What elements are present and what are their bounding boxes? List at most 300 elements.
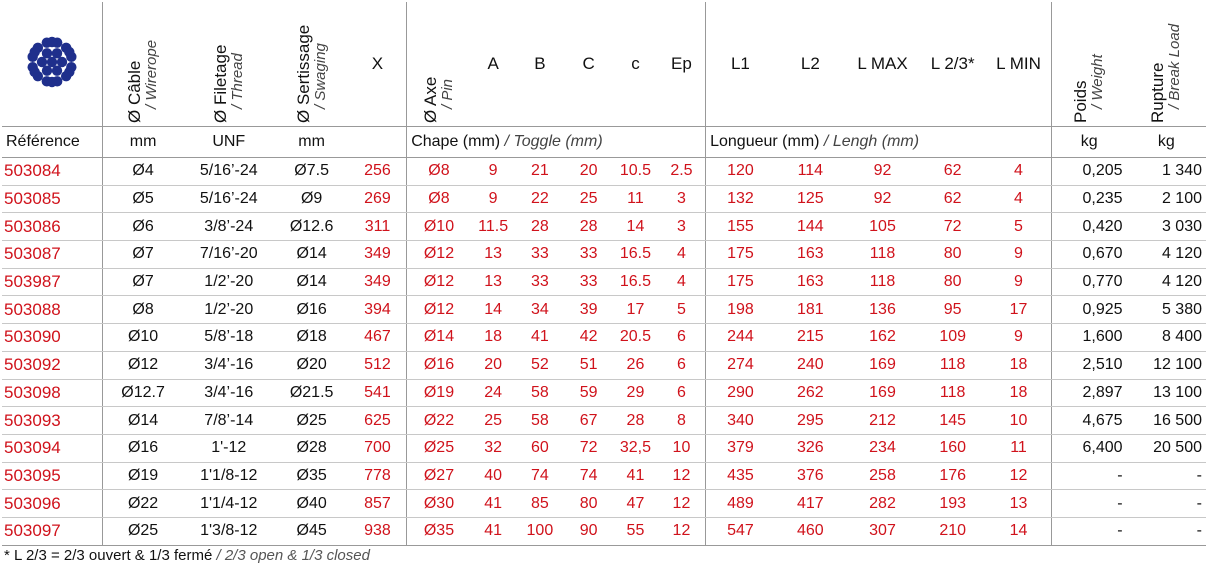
cell-l2: 125 (775, 185, 846, 213)
col-weight: Poids / Weight (1051, 2, 1126, 127)
cell-lmin: 11 (986, 434, 1051, 462)
cell-break-load: 3 030 (1127, 213, 1206, 241)
cell-b: 33 (515, 268, 564, 296)
cell-lmax: 118 (846, 241, 919, 269)
cell-cable: Ø7 (103, 241, 183, 269)
cell-l1: 290 (706, 379, 775, 407)
cell-weight: - (1051, 490, 1126, 518)
cell-weight: 2,510 (1051, 351, 1126, 379)
col-l23: L 2/3* (930, 54, 975, 73)
cell-lmin: 12 (986, 462, 1051, 490)
cell-lmin: 17 (986, 296, 1051, 324)
cell-swage: Ø9 (275, 185, 349, 213)
cell-ep: 3 (658, 185, 706, 213)
cell-break-load: - (1127, 517, 1206, 545)
cell-lmin: 14 (986, 517, 1051, 545)
cell-a: 13 (471, 268, 516, 296)
cell-lmax: 105 (846, 213, 919, 241)
cell-swage: Ø35 (275, 462, 349, 490)
cell-thread: 1'1/8-12 (183, 462, 275, 490)
cell-ep: 4 (658, 241, 706, 269)
cell-x: 349 (349, 268, 407, 296)
cell-ep: 6 (658, 379, 706, 407)
cell-weight: 0,420 (1051, 213, 1126, 241)
cell-lmin: 9 (986, 324, 1051, 352)
table-row (2, 490, 1206, 518)
cell-reference: 503987 (2, 268, 103, 296)
cell-weight: 2,897 (1051, 379, 1126, 407)
cell-c-lower: 10.5 (613, 158, 658, 186)
table-row (2, 268, 1206, 296)
cell-l1: 435 (706, 462, 775, 490)
weight-unit: kg (1051, 127, 1126, 158)
cell-break-load: 8 400 (1127, 324, 1206, 352)
col-x: X (371, 54, 384, 73)
cell-c-upper: 51 (564, 351, 613, 379)
cell-reference: 503096 (2, 490, 103, 518)
cell-l23: 62 (919, 185, 986, 213)
cell-lmax: 169 (846, 351, 919, 379)
cell-lmax: 307 (846, 517, 919, 545)
cell-weight: 0,770 (1051, 268, 1126, 296)
col-c-lower: c (631, 54, 640, 73)
spec-table (2, 2, 1206, 546)
cell-a: 13 (471, 241, 516, 269)
table-row (2, 158, 1206, 186)
cell-b: 58 (515, 407, 564, 435)
cell-swage: Ø18 (275, 324, 349, 352)
cell-lmin: 18 (986, 379, 1051, 407)
cell-ep: 5 (658, 296, 706, 324)
cell-ep: 3 (658, 213, 706, 241)
cell-l2: 163 (775, 268, 846, 296)
cell-c-upper: 39 (564, 296, 613, 324)
strand-dot (64, 46, 74, 56)
strand-dot (52, 48, 62, 58)
cell-reference: 503086 (2, 213, 103, 241)
cell-thread: 7/8’-14 (183, 407, 275, 435)
cell-l2: 163 (775, 241, 846, 269)
cell-break-load: 20 500 (1127, 434, 1206, 462)
cell-x: 311 (349, 213, 407, 241)
cell-l23: 80 (919, 241, 986, 269)
strand-dot (47, 56, 57, 66)
cell-l23: 145 (919, 407, 986, 435)
cell-swage: Ø20 (275, 351, 349, 379)
cell-a: 18 (471, 324, 516, 352)
cell-b: 34 (515, 296, 564, 324)
cell-reference: 503090 (2, 324, 103, 352)
cell-reference: 503084 (2, 158, 103, 186)
cell-l1: 198 (706, 296, 775, 324)
cell-c-lower: 20.5 (613, 324, 658, 352)
cell-reference: 503098 (2, 379, 103, 407)
cell-ep: 8 (658, 407, 706, 435)
cell-weight: - (1051, 462, 1126, 490)
col-l1: L1 (706, 2, 775, 127)
cell-weight: 0,205 (1051, 158, 1126, 186)
cell-lmin: 18 (986, 351, 1051, 379)
cell-reference: 503093 (2, 407, 103, 435)
cell-l1: 340 (706, 407, 775, 435)
cell-l1: 379 (706, 434, 775, 462)
cell-break-load: 4 120 (1127, 268, 1206, 296)
cell-weight: 0,235 (1051, 185, 1126, 213)
cell-cable: Ø19 (103, 462, 183, 490)
cell-cable: Ø22 (103, 490, 183, 518)
cell-break-load: 12 100 (1127, 351, 1206, 379)
cell-b: 85 (515, 490, 564, 518)
col-swage: Ø Sertissage / Swaging (293, 24, 329, 123)
cell-x: 467 (349, 324, 407, 352)
cell-cable: Ø5 (103, 185, 183, 213)
cell-thread: 7/16’-20 (183, 241, 275, 269)
cell-pin: Ø35 (407, 517, 471, 545)
col-ep: Ep (671, 54, 692, 73)
cell-c-upper: 28 (564, 213, 613, 241)
cell-x: 938 (349, 517, 407, 545)
cell-lmax: 92 (846, 158, 919, 186)
cell-pin: Ø12 (407, 296, 471, 324)
cell-c-lower: 14 (613, 213, 658, 241)
cell-a: 9 (471, 158, 516, 186)
strand-dot (47, 76, 57, 86)
table-row (2, 213, 1206, 241)
cell-x: 269 (349, 185, 407, 213)
table-row (2, 351, 1206, 379)
cell-ep: 12 (658, 490, 706, 518)
cell-weight: 0,925 (1051, 296, 1126, 324)
cell-c-upper: 25 (564, 185, 613, 213)
cell-c-lower: 47 (613, 490, 658, 518)
cell-lmax: 258 (846, 462, 919, 490)
cell-a: 40 (471, 462, 516, 490)
cell-b: 58 (515, 379, 564, 407)
cell-weight: 4,675 (1051, 407, 1126, 435)
cell-pin: Ø22 (407, 407, 471, 435)
cell-cable: Ø4 (103, 158, 183, 186)
col-thread: Ø Filetage / Thread (210, 44, 246, 123)
cell-a: 32 (471, 434, 516, 462)
cell-weight: 0,670 (1051, 241, 1126, 269)
units-row (2, 127, 1206, 158)
cell-a: 11.5 (471, 213, 516, 241)
cell-swage: Ø28 (275, 434, 349, 462)
strand-dot (57, 56, 67, 66)
strand-dot (37, 56, 47, 66)
table-row (2, 296, 1206, 324)
toggle-group-label (407, 127, 706, 158)
cell-ep: 12 (658, 517, 706, 545)
strand-dot (52, 65, 62, 75)
cell-pin: Ø25 (407, 434, 471, 462)
table-row (2, 517, 1206, 545)
cell-c-upper: 90 (564, 517, 613, 545)
col-c-upper: C (582, 54, 595, 73)
table-row (2, 434, 1206, 462)
cell-a: 41 (471, 517, 516, 545)
cell-thread: 3/4’-16 (183, 351, 275, 379)
cell-c-upper: 74 (564, 462, 613, 490)
cell-weight: 1,600 (1051, 324, 1126, 352)
cell-cable: Ø16 (103, 434, 183, 462)
cell-l2: 295 (775, 407, 846, 435)
cell-l2: 114 (775, 158, 846, 186)
cell-a: 41 (471, 490, 516, 518)
cell-l23: 95 (919, 296, 986, 324)
table-body (2, 158, 1206, 546)
cell-pin: Ø19 (407, 379, 471, 407)
cell-a: 20 (471, 351, 516, 379)
cell-break-load: 1 340 (1127, 158, 1206, 186)
cell-break-load: - (1127, 462, 1206, 490)
strand-dot (47, 36, 57, 46)
cell-c-upper: 80 (564, 490, 613, 518)
cable-unit: mm (103, 127, 183, 158)
cell-swage: Ø7.5 (275, 158, 349, 186)
cell-lmin: 9 (986, 241, 1051, 269)
cell-b: 60 (515, 434, 564, 462)
cell-b: 52 (515, 351, 564, 379)
table-row (2, 462, 1206, 490)
cell-l1: 547 (706, 517, 775, 545)
cell-lmax: 234 (846, 434, 919, 462)
cell-pin: Ø16 (407, 351, 471, 379)
cell-l23: 109 (919, 324, 986, 352)
cell-b: 41 (515, 324, 564, 352)
cell-reference: 503097 (2, 517, 103, 545)
cell-l1: 120 (706, 158, 775, 186)
cell-lmax: 282 (846, 490, 919, 518)
cell-pin: Ø10 (407, 213, 471, 241)
table-row (2, 379, 1206, 407)
cell-thread: 1/2’-20 (183, 296, 275, 324)
cell-b: 21 (515, 158, 564, 186)
col-a: A (487, 54, 499, 73)
cell-weight: - (1051, 517, 1126, 545)
cell-cable: Ø12 (103, 351, 183, 379)
cell-ep: 2.5 (658, 158, 706, 186)
cell-reference: 503092 (2, 351, 103, 379)
cell-x: 625 (349, 407, 407, 435)
cell-reference: 503085 (2, 185, 103, 213)
cell-cable: Ø25 (103, 517, 183, 545)
cell-cable: Ø10 (103, 324, 183, 352)
cell-l1: 132 (706, 185, 775, 213)
toggle-label-fr: Chape (mm) (411, 133, 501, 150)
cell-c-lower: 28 (613, 407, 658, 435)
cell-c-lower: 29 (613, 379, 658, 407)
thread-unit: UNF (183, 127, 275, 158)
footnote (4, 547, 370, 564)
cell-weight: 6,400 (1051, 434, 1126, 462)
col-break-load: Rupture / Break Load (1148, 23, 1184, 123)
table-row (2, 407, 1206, 435)
cell-l23: 80 (919, 268, 986, 296)
cell-l23: 176 (919, 462, 986, 490)
cell-x: 394 (349, 296, 407, 324)
cell-swage: Ø16 (275, 296, 349, 324)
cell-thread: 3/4’-16 (183, 379, 275, 407)
cell-thread: 5/16’-24 (183, 185, 275, 213)
cell-break-load: 5 380 (1127, 296, 1206, 324)
cell-l23: 210 (919, 517, 986, 545)
table-row (2, 185, 1206, 213)
strand-dot (42, 48, 52, 58)
cell-l2: 326 (775, 434, 846, 462)
col-lmin: L MIN (996, 54, 1041, 73)
cell-c-upper: 59 (564, 379, 613, 407)
cell-swage: Ø14 (275, 268, 349, 296)
cell-c-upper: 72 (564, 434, 613, 462)
cell-pin: Ø12 (407, 268, 471, 296)
cell-l23: 160 (919, 434, 986, 462)
cell-l23: 118 (919, 351, 986, 379)
cell-ep: 10 (658, 434, 706, 462)
cell-c-upper: 42 (564, 324, 613, 352)
strand-dot (42, 65, 52, 75)
cell-swage: Ø45 (275, 517, 349, 545)
cell-l1: 175 (706, 241, 775, 269)
break-unit: kg (1127, 127, 1206, 158)
strand-dot (64, 66, 74, 76)
cell-x: 349 (349, 241, 407, 269)
cell-a: 9 (471, 185, 516, 213)
cell-ep: 12 (658, 462, 706, 490)
cell-ep: 6 (658, 324, 706, 352)
cell-reference: 503087 (2, 241, 103, 269)
x-unit (349, 127, 407, 158)
cell-pin: Ø8 (407, 158, 471, 186)
cell-pin: Ø27 (407, 462, 471, 490)
cell-b: 33 (515, 241, 564, 269)
cell-a: 24 (471, 379, 516, 407)
table-row (2, 324, 1206, 352)
cell-ep: 4 (658, 268, 706, 296)
cell-break-load: 16 500 (1127, 407, 1206, 435)
cell-l23: 62 (919, 158, 986, 186)
swage-unit: mm (275, 127, 349, 158)
cell-l2: 417 (775, 490, 846, 518)
cell-lmin: 10 (986, 407, 1051, 435)
cell-x: 541 (349, 379, 407, 407)
cell-thread: 1'-12 (183, 434, 275, 462)
cell-cable: Ø6 (103, 213, 183, 241)
cell-thread: 1'3/8-12 (183, 517, 275, 545)
cell-c-upper: 20 (564, 158, 613, 186)
strand-dot (30, 46, 40, 56)
cell-pin: Ø14 (407, 324, 471, 352)
cell-c-lower: 41 (613, 462, 658, 490)
cell-b: 28 (515, 213, 564, 241)
footnote-en: / 2/3 open & 1/3 closed (216, 547, 370, 564)
cell-lmax: 162 (846, 324, 919, 352)
wire-rope-logo (2, 2, 103, 127)
cell-l2: 376 (775, 462, 846, 490)
cell-lmin: 4 (986, 158, 1051, 186)
cell-pin: Ø12 (407, 241, 471, 269)
cell-c-upper: 67 (564, 407, 613, 435)
strand-dot (30, 66, 40, 76)
cell-ep: 6 (658, 351, 706, 379)
cell-b: 22 (515, 185, 564, 213)
cell-break-load: 4 120 (1127, 241, 1206, 269)
cell-c-lower: 17 (613, 296, 658, 324)
cell-swage: Ø40 (275, 490, 349, 518)
cell-l1: 155 (706, 213, 775, 241)
cell-l2: 144 (775, 213, 846, 241)
wire-rope-icon (17, 27, 87, 97)
cell-thread: 3/8’-24 (183, 213, 275, 241)
cell-reference: 503095 (2, 462, 103, 490)
cell-reference: 503088 (2, 296, 103, 324)
cell-x: 778 (349, 462, 407, 490)
reference-label: Référence (2, 127, 103, 158)
cell-b: 74 (515, 462, 564, 490)
cell-l2: 240 (775, 351, 846, 379)
cell-lmin: 4 (986, 185, 1051, 213)
cell-pin: Ø30 (407, 490, 471, 518)
cell-x: 256 (349, 158, 407, 186)
table-row (2, 241, 1206, 269)
cell-swage: Ø14 (275, 241, 349, 269)
cell-lmax: 92 (846, 185, 919, 213)
cell-swage: Ø25 (275, 407, 349, 435)
cell-thread: 1/2’-20 (183, 268, 275, 296)
length-label-fr: Longueur (mm) (710, 133, 820, 150)
col-pin: Ø Axe / Pin (407, 2, 471, 127)
col-lmax: L MAX (857, 54, 908, 73)
cell-reference: 503094 (2, 434, 103, 462)
footnote-fr: * L 2/3 = 2/3 ouvert & 1/3 fermé (4, 547, 213, 564)
cell-cable: Ø7 (103, 268, 183, 296)
cell-c-upper: 33 (564, 268, 613, 296)
cell-lmin: 5 (986, 213, 1051, 241)
cell-l2: 181 (775, 296, 846, 324)
cell-swage: Ø21.5 (275, 379, 349, 407)
cell-swage: Ø12.6 (275, 213, 349, 241)
cell-cable: Ø14 (103, 407, 183, 435)
cell-lmax: 212 (846, 407, 919, 435)
toggle-label-en: / Toggle (mm) (504, 133, 603, 150)
header-row (2, 2, 1206, 127)
cell-cable: Ø12.7 (103, 379, 183, 407)
cell-c-lower: 16.5 (613, 268, 658, 296)
cell-l23: 118 (919, 379, 986, 407)
cell-c-lower: 32,5 (613, 434, 658, 462)
cell-l1: 274 (706, 351, 775, 379)
cell-l1: 244 (706, 324, 775, 352)
cell-thread: 5/16’-24 (183, 158, 275, 186)
cell-c-lower: 55 (613, 517, 658, 545)
cell-a: 14 (471, 296, 516, 324)
col-cable: Ø Câble / Wirerope (103, 2, 183, 127)
cell-cable: Ø8 (103, 296, 183, 324)
cell-c-lower: 26 (613, 351, 658, 379)
cell-lmax: 118 (846, 268, 919, 296)
cell-c-upper: 33 (564, 241, 613, 269)
cell-lmax: 136 (846, 296, 919, 324)
cell-x: 512 (349, 351, 407, 379)
cell-break-load: 13 100 (1127, 379, 1206, 407)
cell-c-lower: 11 (613, 185, 658, 213)
cell-thread: 5/8’-18 (183, 324, 275, 352)
cell-a: 25 (471, 407, 516, 435)
length-group-label (706, 127, 1052, 158)
cell-l23: 193 (919, 490, 986, 518)
cell-lmax: 169 (846, 379, 919, 407)
cell-lmin: 13 (986, 490, 1051, 518)
